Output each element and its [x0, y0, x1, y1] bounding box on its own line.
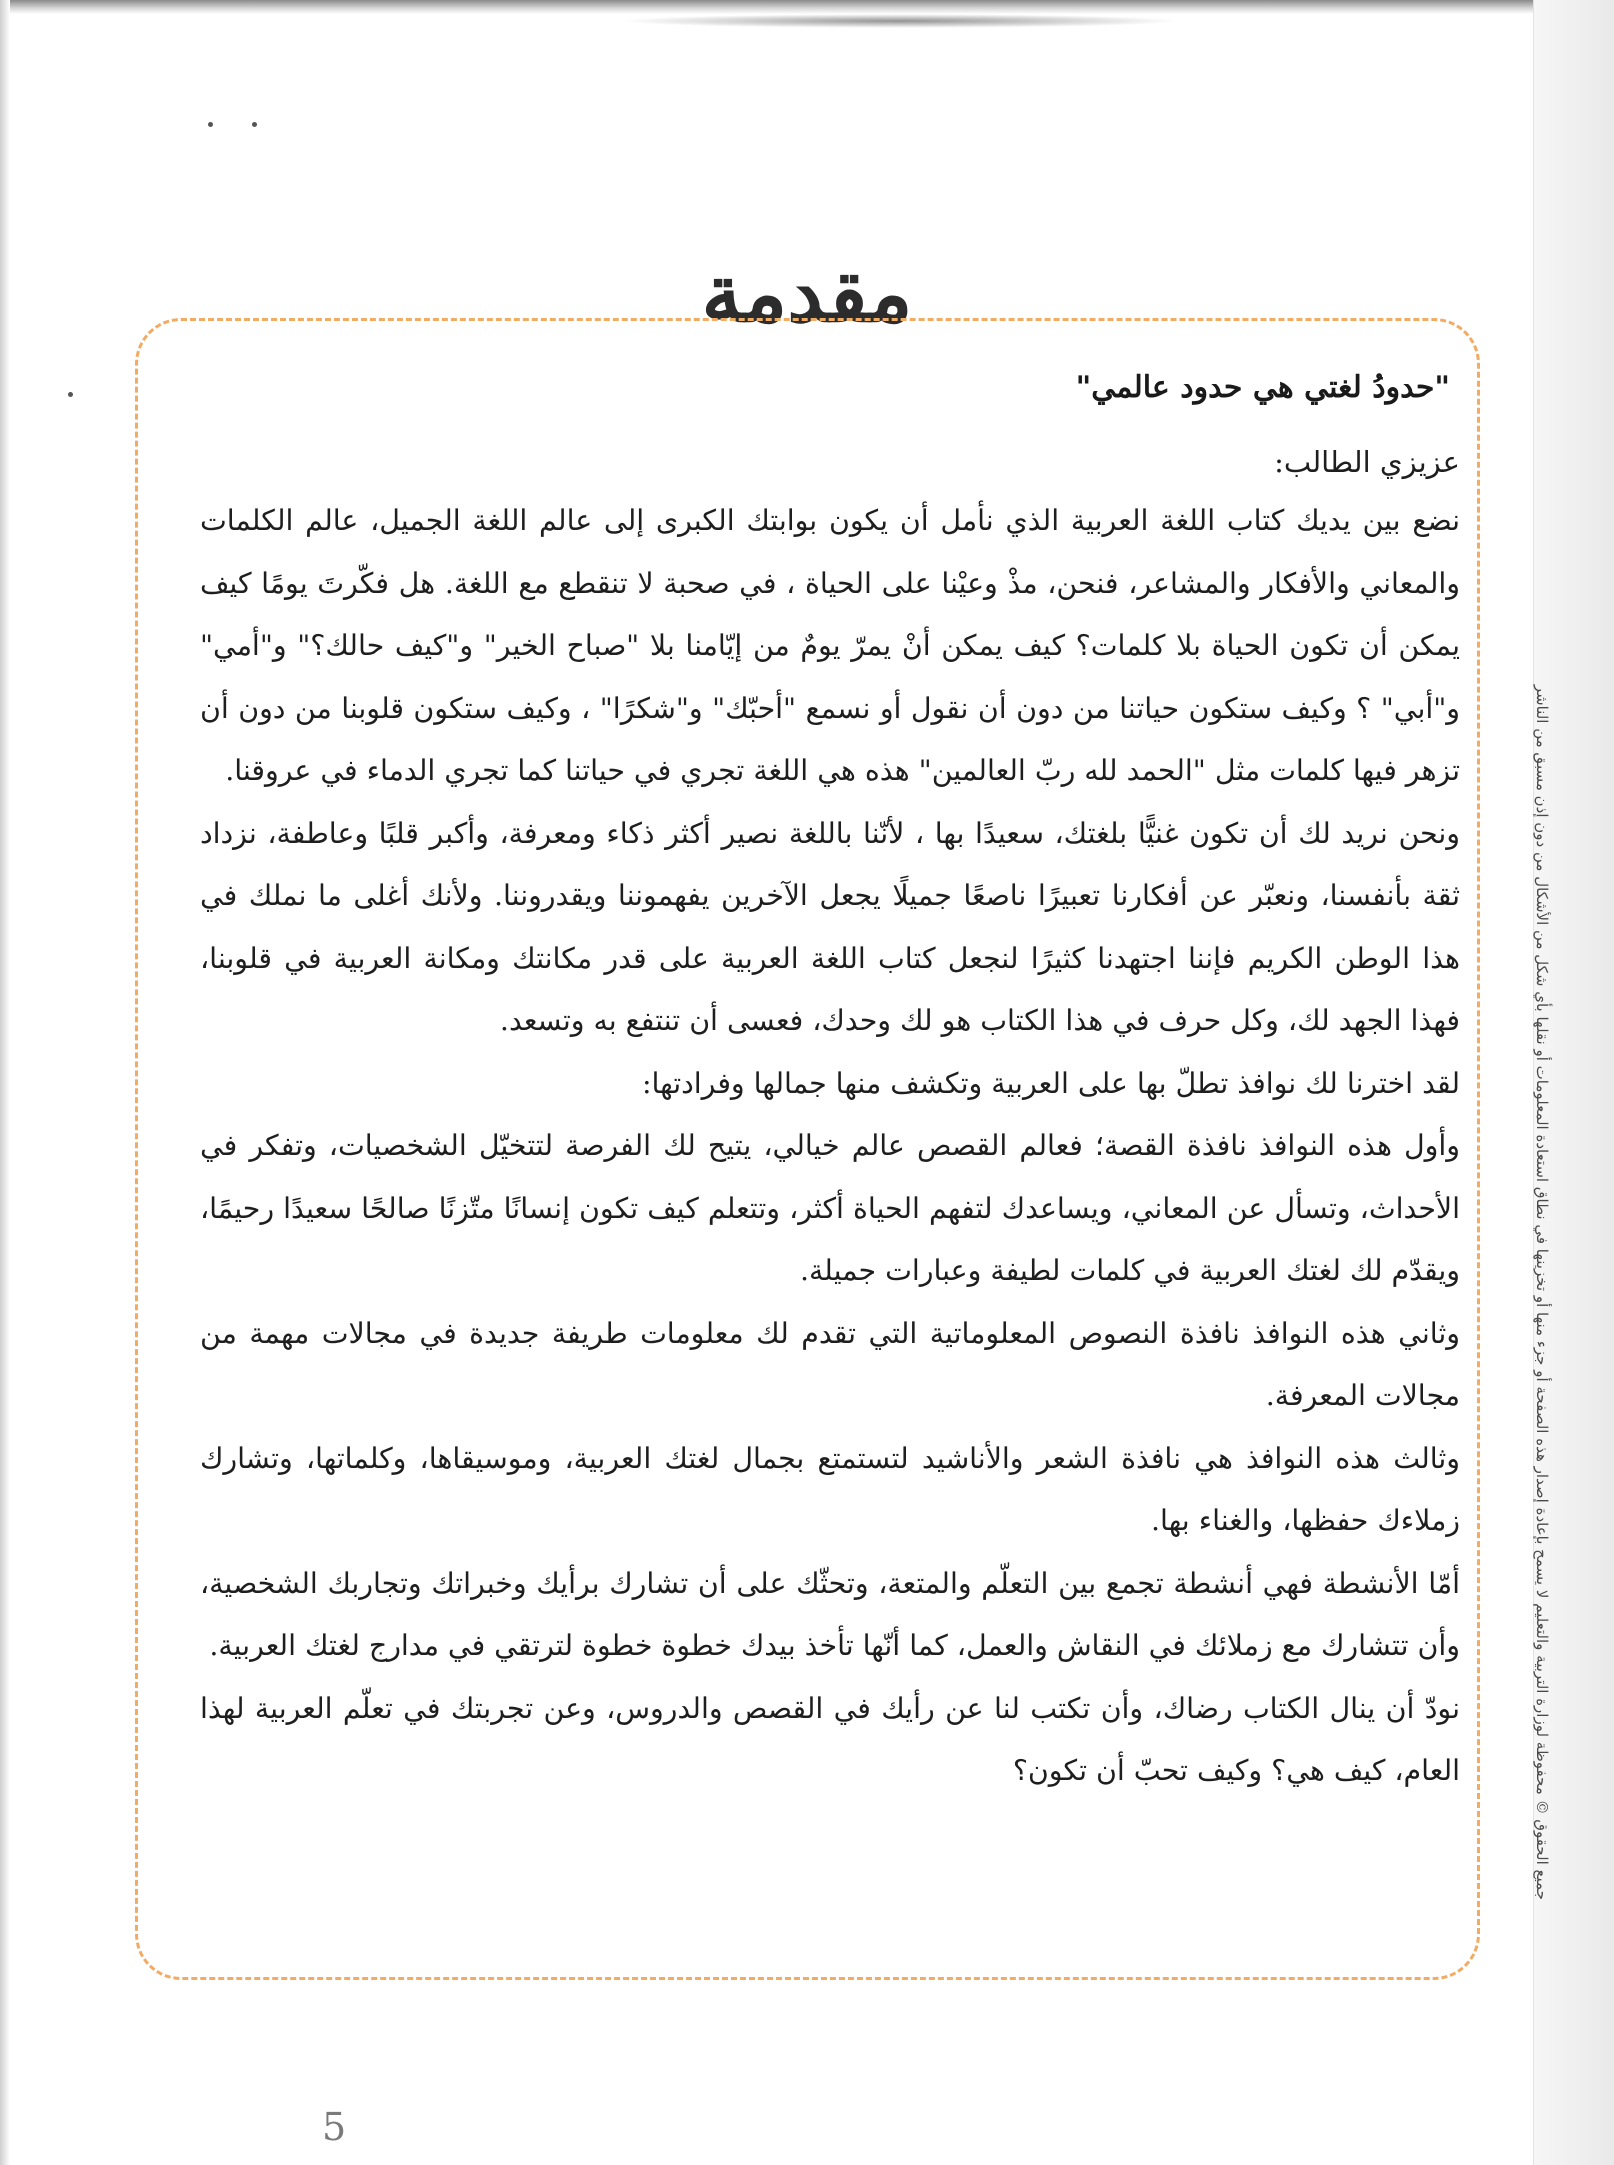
- speck: [208, 122, 213, 127]
- paragraph: وثاني هذه النوافذ نافذة النصوص المعلوماتية التي تقدم لك معلومات طريفة جديدة في مجالات مهمة من مجالات المعرفة.: [200, 1316, 1460, 1412]
- introduction-body: [200, 360, 1460, 1803]
- speck: [252, 122, 257, 127]
- copyright-side-note: جميع الحقوق © محفوظة لوزارة التربية والتعليم لا يسمح بإعادة إصدار هذه الصفحة أو جزء منها أو تخزينها في نطاق استعادة المعلومات أو نقلها بأي شكل من الأشكال من دون إذن مسبق من الناشر: [1533, 684, 1551, 1900]
- speck: [68, 392, 73, 397]
- scan-left-edge: [0, 0, 10, 2165]
- epigraph-quote: "حدودُ لغتي هي حدود عالمي": [1075, 370, 1450, 405]
- paragraph: وثالث هذه النوافذ هي نافذة الشعر والأناشيد لتستمتع بجمال لغتك العربية، وموسيقاها، وكلماتها، وتشارك زملاءك حفظها، والغناء بها.: [200, 1441, 1460, 1537]
- paragraph: ونحن نريد لك أن تكون غنيًّا بلغتك، سعيدًا بها ، لأنّنا باللغة نصير أكثر ذكاء ومعرفة، وأكبر قلبًا وعاطفة، نزداد ثقة بأنفسنا، ونعبّر عن أفكارنا تعبيرًا ناصعًا جميلًا يجعل الآخرين يفهموننا ويقدروننا. ولأنك أغلى ما نملك في هذا الوطن الكريم فإننا اجتهدنا كثيرًا لنجعل كتاب اللغة العربية على قدر مكانتك ومكانة العربية في قلوبنا، فهذا الجهد لك، وكل حرف في هذا الكتاب هو لك وحدك، فعسى أن تنتفع به وتسعد.: [200, 816, 1460, 1037]
- paragraph: نودّ أن ينال الكتاب رضاك، وأن تكتب لنا عن رأيك في القصص والدروس، وعن تجربتك في تعلّم العربية لهذا العام، كيف هي؟ وكيف تحبّ أن تكون؟: [200, 1691, 1460, 1787]
- paragraph: وأول هذه النوافذ نافذة القصة؛ فعالم القصص عالم خيالي، يتيح لك الفرصة لتتخيّل الشخصيات، وتفكر في الأحداث، وتسأل عن المعاني، ويساعدك لتفهم الحياة أكثر، وتتعلم كيف تكون إنسانًا متّزنًا صالحًا سعيدًا رحيمًا، ويقدّم لك لغتك العربية في كلمات لطيفة وعبارات جميلة.: [200, 1129, 1460, 1287]
- page-number: 5: [322, 2105, 347, 2149]
- salutation: عزيزي الطالب:: [1274, 445, 1460, 479]
- page-title: مقدمة: [701, 245, 913, 340]
- paragraph: نضع بين يديك كتاب اللغة العربية الذي نأمل أن يكون بوابتك الكبرى إلى عالم اللغة الجميل، عالم الكلمات والمعاني والأفكار والمشاعر، فنحن، مذْ وعيْنا على الحياة ، في صحبة لا تنقطع مع اللغة. هل فكّرتَ يومًا كيف يمكن أن تكون الحياة بلا كلمات؟ كيف يمكن أنْ يمرّ يومٌ من إيّامنا بلا "صباح الخير" و"كيف حالك؟" و"أمي" و"أبي" ؟ وكيف ستكون حياتنا من دون أن نقول أو نسمع "أحبّك" و"شكرًا" ، وكيف ستكون قلوبنا من دون أن تزهر فيها كلمات مثل "الحمد لله ربّ العالمين" هذه هي اللغة تجري في حياتنا كما تجري الدماء في عروقنا.: [200, 504, 1460, 787]
- binding-shadow: [620, 14, 1180, 28]
- paragraph: أمّا الأنشطة فهي أنشطة تجمع بين التعلّم والمتعة، وتحثّك على أن تشارك برأيك وخبراتك وتجاربك الشخصية، وأن تتشارك مع زملائك في النقاش والعمل، كما أنّها تأخذ بيدك خطوة خطوة لترتقي في مدارج لغتك العربية.: [200, 1566, 1460, 1662]
- paragraph: لقد اخترنا لك نوافذ تطلّ بها على العربية وتكشف منها جمالها وفرادتها:: [641, 1066, 1460, 1100]
- scan-top-edge: [0, 0, 1614, 14]
